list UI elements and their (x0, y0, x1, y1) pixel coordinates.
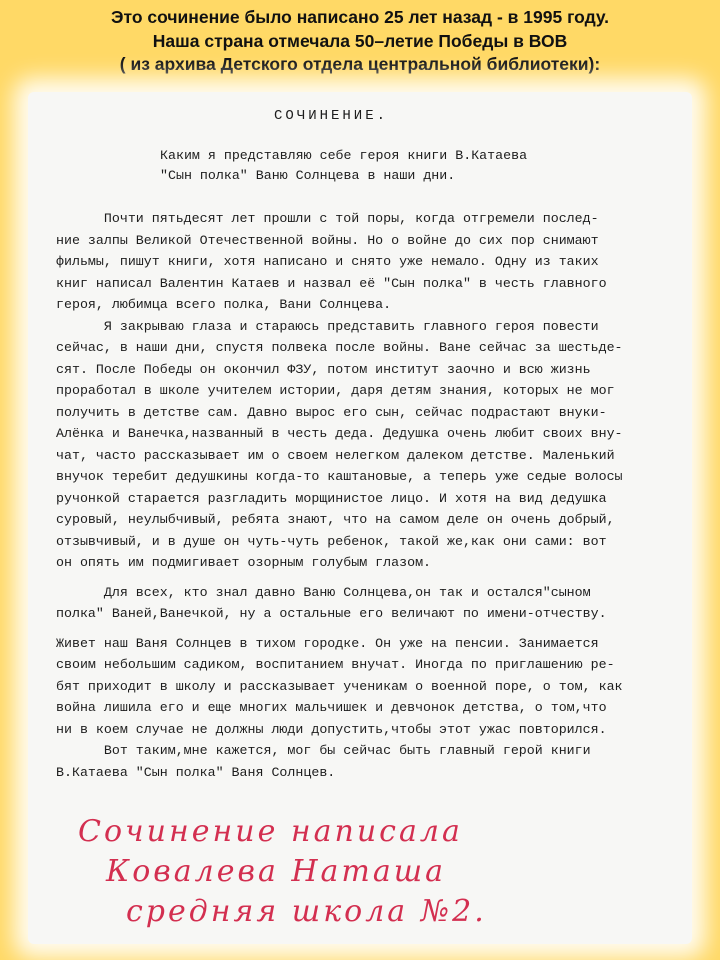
signature-line-3: средняя школа №2. (126, 894, 487, 929)
text-line: своим небольшим садиком, воспитанием внучат. Иногда по приглашению ре- (56, 657, 615, 672)
text-line: отзывчивый, и в душе он чуть-чуть ребенок, такой же,как они сами: вот (56, 533, 607, 549)
signature-line-1: Сочинение написала (78, 814, 463, 849)
subtitle-line: Каким я представляю себе героя книги В.Катаева (160, 148, 528, 163)
text-line: Я закрываю глаза и стараюсь представить главного героя повести (56, 318, 599, 334)
text-line: он опять им подмигивает озорным голубым глазом. (56, 555, 432, 570)
text-line: книг написал Валентин Катаев и назвал её "Сын полка" в честь главного (56, 275, 607, 291)
text-line: бят приходит в школу и рассказывает ученикам о военной поре, о том, как (56, 678, 623, 694)
text-line: чат, часто рассказывает им о своем нелегком далеком детстве. Маленький (56, 447, 615, 463)
signature-line-2: Ковалева Наташа (106, 854, 447, 889)
text-line: героя, любимца всего полка, Вани Солнцева. (56, 297, 392, 312)
handwritten-signature (78, 812, 678, 932)
text-line: Для всех, кто знал давно Ваню Солнцева,он так и остался"сыном (56, 584, 591, 600)
essay-subtitle (56, 146, 690, 185)
text-line: Почти пятьдесят лет прошли с той поры, когда отгремели послед- (56, 211, 599, 226)
text-line: Живет наш Ваня Солнцев в тихом городке. Он уже на пенсии. Занимается (56, 635, 599, 651)
text-line: война лишила его и еще многих мальчишек и девчонок детства, о том,что (56, 700, 607, 715)
essay-title: СОЧИНЕНИЕ. (274, 108, 389, 124)
text-line: суровый, неулыбчивый, ребята знают, что на самом деле он очень добрый, (56, 512, 615, 527)
text-line: полка" Ваней,Ванечкой, ну а остальные его величают по имени-отчеству. (56, 606, 607, 621)
text-line: сейчас, в наши дни, спустя полвека после войны. Ване сейчас за шестьде- (56, 340, 623, 355)
header-line-3: ( из архива Детского отдела центральной библиотеки): (119, 54, 601, 74)
essay-body (56, 208, 690, 783)
text-line: ручонкой старается разгладить морщинистое лицо. И хотя на вид дедушка (56, 490, 607, 506)
text-line: В.Катаева "Сын полка" Ваня Солнцев. (56, 764, 336, 780)
text-line: внучок теребит дедушкины когда-то каштановые, а теперь уже седые волосы (56, 469, 623, 484)
text-line: Вот таким,мне кажется, мог бы сейчас быть главный герой книги (56, 743, 591, 758)
header-line-2: Наша страна отмечала 50–летие Победы в ВОВ (152, 30, 568, 51)
slide-header (0, 6, 720, 77)
text-line: фильмы, пишут книги, хотя написано и снято уже немало. Одну из таких (56, 254, 599, 269)
text-line: проработал в школе учителем истории, даря детям знания, которых не мог (56, 383, 615, 398)
text-line: ние залпы Великой Отечественной войны. Но о войне до сих пор снимают (56, 232, 599, 248)
text-line: Алёнка и Ванечка,названный в честь деда. Дедушка очень любит своих вну- (56, 426, 623, 441)
text-line: получить в детстве сам. Давно вырос его сын, сейчас подрастают внуки- (56, 404, 607, 420)
text-line: ни в коем случае не должны люди допустить,чтобы этот ужас повторился. (56, 721, 607, 737)
text-line: сят. После Победы он окончил ФЗУ, потом институт заочно и всю жизнь (56, 361, 591, 377)
subtitle-line: "Сын полка" Ваню Солнцева в наши дни. (160, 167, 456, 183)
header-line-1: Это сочинение было написано 25 лет назад - в 1995 году. (111, 7, 609, 27)
essay-document (56, 108, 690, 783)
